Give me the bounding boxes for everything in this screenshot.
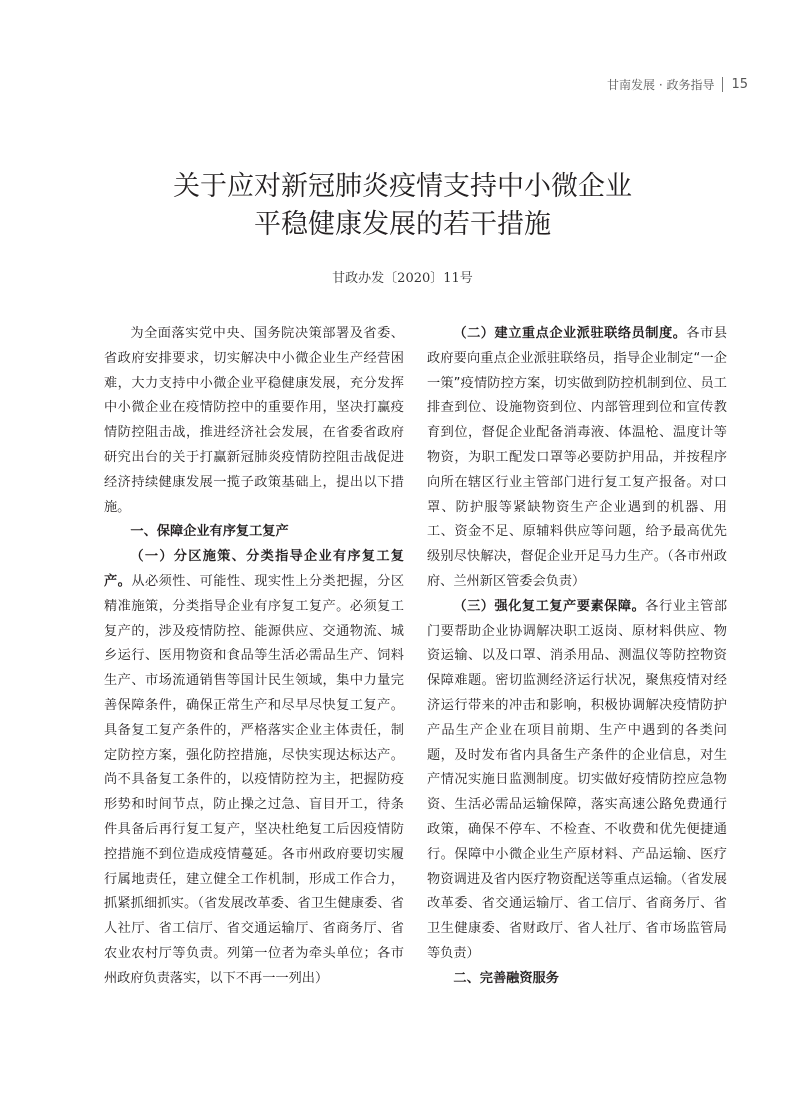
item-1-lead: （一）分区施策、分类指导企业有序复工复产。 [104,549,404,589]
paragraph-item-3 [427,595,727,967]
title-line-2: 平稳健康发展的若干措施 [254,209,551,240]
item-3-lead: （三）强化复工复产要素保障。 [453,598,646,614]
document-number: 甘政办发〔2020〕11号 [332,271,473,286]
item-1-body: 从必须性、可能性、现实性上分类把握，分区精准施策，分类指导企业有序复工复产。必须复工复产的，涉及疫情防控、能源供应、交通物流、城乡运行、医用物资和食品等生活必需品生产、饲料生产、市场流通销售等国计民生领域，集中力量完善保障条件，确保正常生产和尽早尽快复工复产。具备复工复产条件的，严格落实企业主体责任，制定防控方案，强化防控措施，尽快实现达标达产。尚不具备复工条件的，以疫情防控为主，把握防疫形势和时间节点，防止操之过急、盲目开工，待条件具备后再行复工复产，坚决杜绝复工后因疫情防控措施不到位造成疫情蔓延。各市州政府要切实履行属地责任，建立健全工作机制，形成工作合力，抓紧抓细抓实。（省发展改革委、省卫生健康委、省人社厅、省工信厅、省交通运输厅、省商务厅、省农业农村厅等负责。列第一位者为牵头单位；各市州政府负责落实，以下不再一一列出） [104,573,405,986]
paragraph-item-2 [427,322,727,595]
item-3-body: 各行业主管部门要帮助企业协调解决职工返岗、原材料供应、物资运输、以及口罩、消杀用品、测温仪等防控物资保障难题。密切监测经济运行状况，聚焦疫情对经济运行带来的冲击和影响，积极协调解决疫情防护产品生产企业在项目前期、生产中遇到的各类问题，及时发布省内具备生产条件的企业信息，对生产情况实施日监测制度。切实做好疫情防控应急物资、生活必需品运输保障，落实高速公路免费通行政策，确保不停车、不检查、不收费和优先便捷通行。保障中小微企业生产原材料、产品运输、医疗物资调进及省内医疗物资配送等重点运输。（省发展改革委、省交通运输厅、省工信厅、省商务厅、省卫生健康委、省财政厅、省人社厅、省市场监管局等负责） [427,598,728,961]
right-column [427,322,727,992]
running-header [607,76,748,93]
paragraph-item-1 [104,545,404,991]
intro-paragraph: 为全面落实党中央、国务院决策部署及省委、省政府安排要求，切实解决中小微企业生产经营困难，大力支持中小微企业平稳健康发展，充分发挥中小微企业在疫情防控中的重要作用，坚决打赢疫情防控阻击战，推进经济社会发展，在省委省政府研究出台的关于打赢新冠肺炎疫情防控阻击战促进经济持续健康发展一揽子政策基础上，提出以下措施。 [104,326,404,515]
title-line-1: 关于应对新冠肺炎疫情支持中小微企业 [173,171,632,202]
section-heading-2: 二、完善融资服务 [453,970,559,986]
page-number: 15 [731,77,748,92]
item-2-body: 各市县政府要向重点企业派驻联络员，指导企业制定“一企一策”疫情防控方案，切实做到防控机制到位、员工排查到位、设施物资到位、内部管理到位和宣传教育到位，督促企业配备消毒液、体温枪、温度计等物资，为职工配发口罩等必要防护用品，并按程序向所在辖区行业主管部门进行复工复产报备。对口罩、防护服等紧缺物资生产企业遇到的机器、用工、资金不足、原辅料供应等问题，给予最高优先级别尽快解决，督促企业开足马力生产。（各市州政府、兰州新区管委会负责） [427,326,728,589]
header-divider [722,77,723,92]
item-2-lead: （二）建立重点企业派驻联络员制度。 [453,326,687,341]
document-title [0,168,805,244]
left-column [104,322,404,992]
journal-section: 甘南发展 · 政务指导 [607,78,715,92]
section-heading-1: 一、保障企业有序复工复产 [130,524,289,540]
